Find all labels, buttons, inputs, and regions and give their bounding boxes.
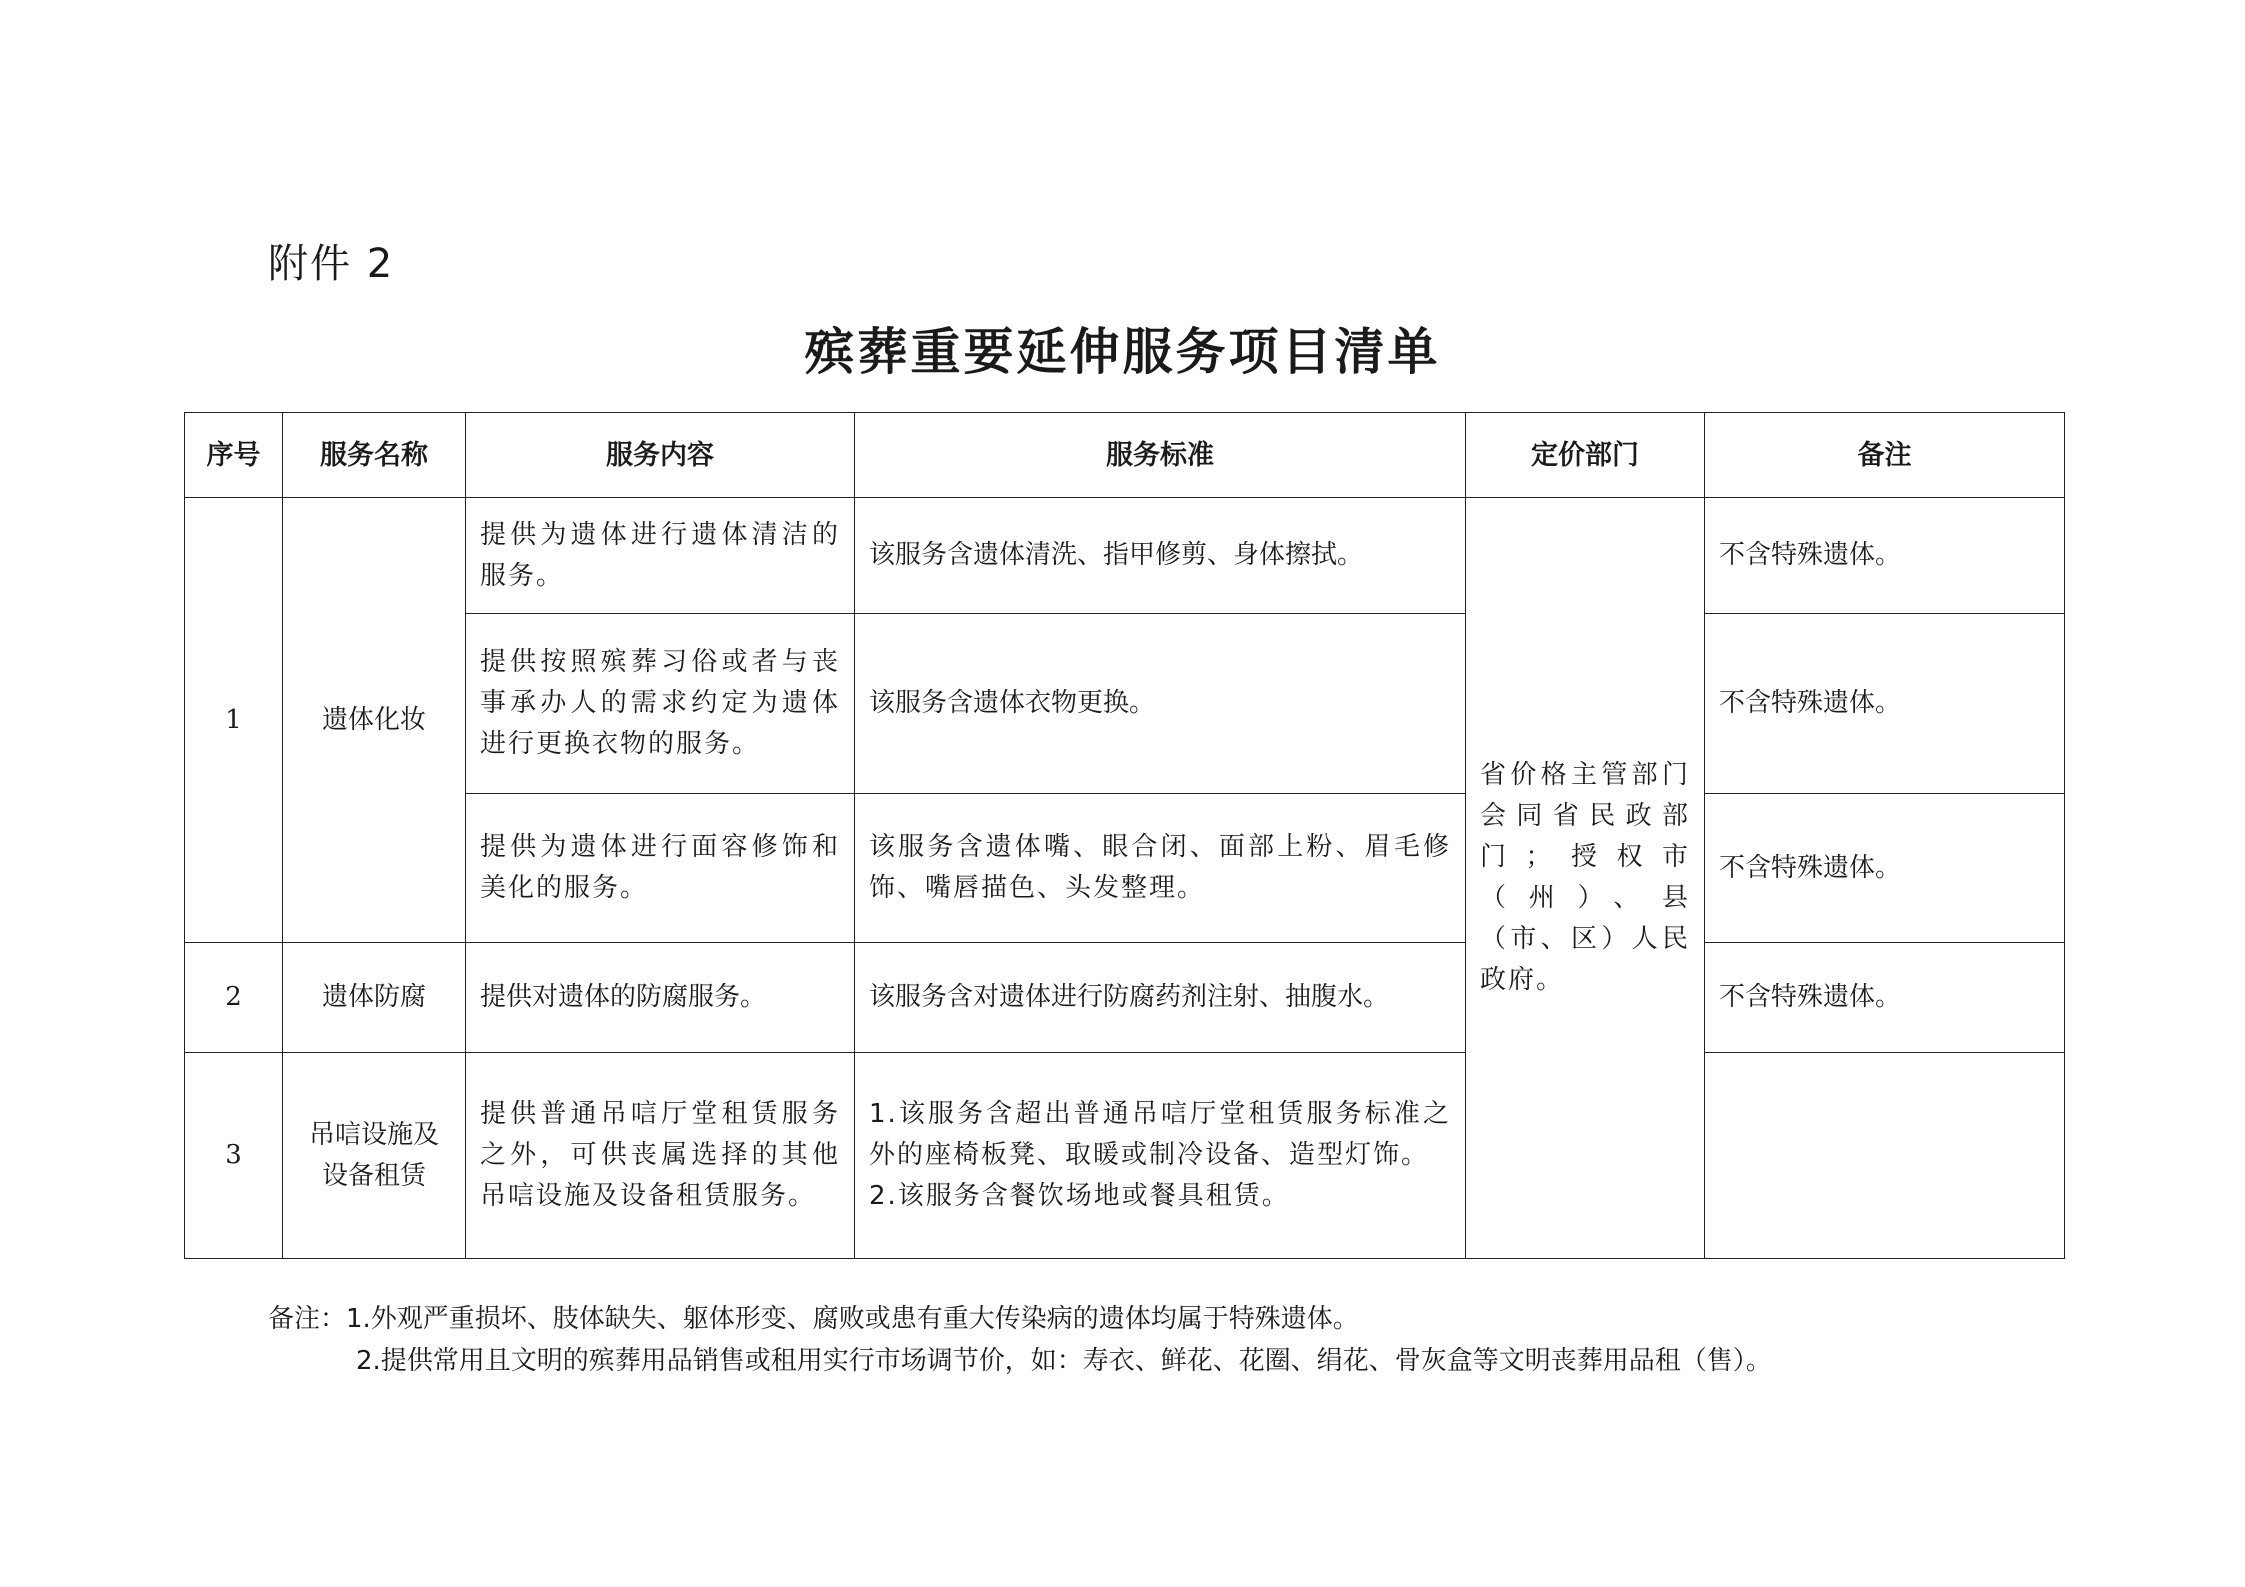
service-standard: 该服务含遗体衣物更换。 xyxy=(855,614,1466,794)
remark: 不含特殊遗体。 xyxy=(1705,943,2065,1053)
document-title: 殡葬重要延伸服务项目清单 xyxy=(804,322,1441,381)
row-number: 3 xyxy=(185,1053,283,1259)
header-service-content: 服务内容 xyxy=(466,413,855,498)
service-standard: 该服务含对遗体进行防腐药剂注射、抽腹水。 xyxy=(855,943,1466,1053)
table-row xyxy=(185,614,2065,794)
pricing-department: 省价格主管部门会同省民政部门；授权市（州）、县（市、区）人民政府。 xyxy=(1466,498,1705,1259)
table-row xyxy=(185,794,2065,943)
footnote-2: 2.提供常用且文明的殡葬用品销售或租用实行市场调节价，如：寿衣、鲜花、花圈、绢花、骨灰盒等文明丧葬用品租（售）。 xyxy=(356,1346,1772,1376)
remark xyxy=(1705,1053,2065,1259)
header-pricing-department: 定价部门 xyxy=(1466,413,1705,498)
remark: 不含特殊遗体。 xyxy=(1705,498,2065,614)
row-number: 1 xyxy=(185,498,283,943)
table-header-row xyxy=(185,413,2065,498)
row-number: 2 xyxy=(185,943,283,1053)
header-remark: 备注 xyxy=(1705,413,2065,498)
service-content: 提供普通吊唁厅堂租赁服务之外，可供丧属选择的其他吊唁设施及设备租赁服务。 xyxy=(466,1053,855,1259)
header-service-standard: 服务标准 xyxy=(855,413,1466,498)
service-content: 提供对遗体的防腐服务。 xyxy=(466,943,855,1053)
service-standard: 该服务含遗体清洗、指甲修剪、身体擦拭。 xyxy=(855,498,1466,614)
service-standard xyxy=(855,1053,1466,1259)
table-row xyxy=(185,943,2065,1053)
service-list-table xyxy=(184,412,2065,1259)
remark: 不含特殊遗体。 xyxy=(1705,614,2065,794)
attachment-label: 附件 2 xyxy=(268,241,395,287)
service-content: 提供按照殡葬习俗或者与丧事承办人的需求约定为遗体进行更换衣物的服务。 xyxy=(466,614,855,794)
table-row xyxy=(185,1053,2065,1259)
table-row xyxy=(185,498,2065,614)
footnote-1: 备注：1.外观严重损坏、肢体缺失、躯体形变、腐败或患有重大传染病的遗体均属于特殊遗体。 xyxy=(268,1304,1359,1334)
header-service-name: 服务名称 xyxy=(283,413,466,498)
footnotes xyxy=(268,1298,1772,1382)
service-content: 提供为遗体进行面容修饰和美化的服务。 xyxy=(466,794,855,943)
service-name: 遗体防腐 xyxy=(283,943,466,1053)
standard-item-2: 2.该服务含餐饮场地或餐具租赁。 xyxy=(869,1181,1290,1211)
service-standard: 该服务含遗体嘴、眼合闭、面部上粉、眉毛修饰、嘴唇描色、头发整理。 xyxy=(855,794,1466,943)
remark: 不含特殊遗体。 xyxy=(1705,794,2065,943)
service-content: 提供为遗体进行遗体清洁的服务。 xyxy=(466,498,855,614)
standard-item-1: 1.该服务含超出普通吊唁厅堂租赁服务标准之外的座椅板凳、取暖或制冷设备、造型灯饰。 xyxy=(869,1099,1451,1170)
service-name: 遗体化妆 xyxy=(283,498,466,943)
header-number: 序号 xyxy=(185,413,283,498)
service-name: 吊唁设施及设备租赁 xyxy=(283,1053,466,1259)
